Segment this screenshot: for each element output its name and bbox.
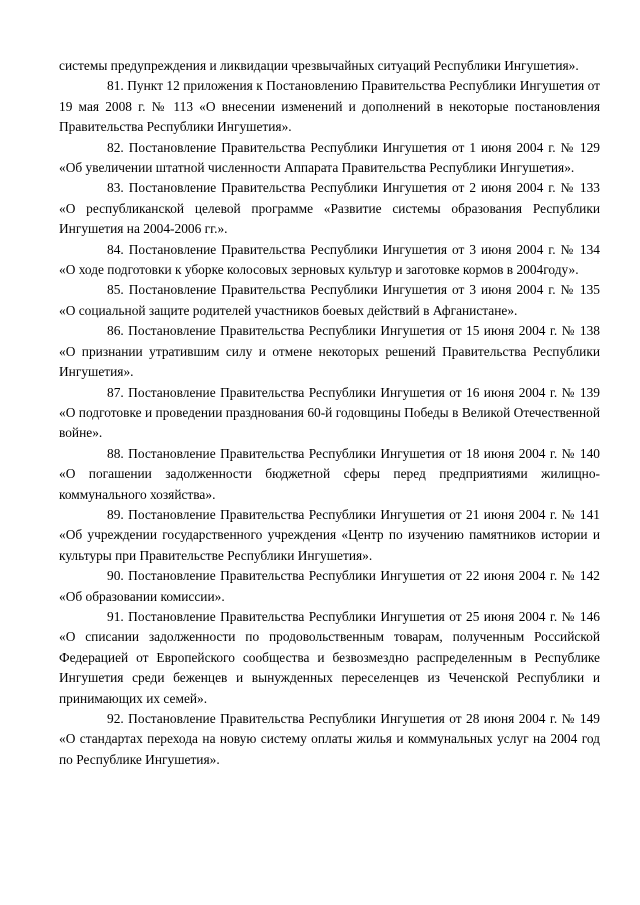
paragraph-continuation: системы предупреждения и ликвидации чрезвычайных ситуаций Республики Ингушетия». (59, 58, 579, 73)
list-item-86: 86. Постановление Правительства Республики Ингушетия от 15 июня 2004 г. № 138 «О признании утратившим силу и отмене некоторых решений Правительства Республики Ингушетия». (59, 323, 600, 380)
list-item-84: 84. Постановление Правительства Республики Ингушетия от 3 июня 2004 г. № 134 «О ходе подготовки к уборке колосовых зерновых культур и заготовке кормов в 2004году». (59, 241, 600, 278)
list-item-82: 82. Постановление Правительства Республики Ингушетия от 1 июня 2004 г. № 129 «Об увеличении штатной численности Аппарата Правительства Республики Ингушетия». (59, 139, 600, 176)
list-item-85: 85. Постановление Правительства Республики Ингушетия от 3 июня 2004 г. № 135 «О социальной защите родителей участников боевых действий в Афганистане». (59, 282, 600, 318)
list-item-92: 92. Постановление Правительства Республики Ингушетия от 28 июня 2004 г. № 149 «О стандартах перехода на новую систему оплаты жилья и коммунальных услуг на 2004 год по Республике Ингушетия». (59, 711, 600, 767)
list-item-83: 83. Постановление Правительства Республики Ингушетия от 2 июня 2004 г. № 133 «О республиканской целевой программе «Развитие системы образования Республики Ингушетия на 2004-2006 гг.». (59, 180, 600, 237)
list-item-91: 91. Постановление Правительства Республики Ингушетия от 25 июня 2004 г. № 146 «О списании задолженности по продовольственным товарам, полученным Российской Федерацией от Европейского сообщества и безвозмездно распределенным в Республике Ингушетия среди беженцев и вынужденных переселенцев из Чеченской Республики и принимающих их семей». (59, 608, 600, 706)
list-item-89: 89. Постановление Правительства Республики Ингушетия от 21 июня 2004 г. № 141 «Об учреждении государственного учреждения «Центр по изучению памятников истории и культуры при Правительстве Республики Ингушетия». (59, 506, 600, 563)
list-item-81: 81. Пункт 12 приложения к Постановлению Правительства Республики Ингушетия от 19 мая 2008 г. № 113 «О внесении изменений и дополнений в некоторые постановления Правительства Республики Ингушетия». (59, 78, 600, 135)
list-item-90: 90. Постановление Правительства Республики Ингушетия от 22 июня 2004 г. № 142 «Об образовании комиссии». (59, 568, 600, 604)
list-item-88: 88. Постановление Правительства Республики Ингушетия от 18 июня 2004 г. № 140 «О погашении задолженности бюджетной сферы перед предприятиями жилищно-коммунального хозяйства». (59, 445, 600, 502)
list-item-87: 87. Постановление Правительства Республики Ингушетия от 16 июня 2004 г. № 139 «О подготовке и проведении празднования 60-й годовщины Победы в Великой Отечественной войне». (59, 384, 600, 441)
document-page (59, 56, 600, 770)
